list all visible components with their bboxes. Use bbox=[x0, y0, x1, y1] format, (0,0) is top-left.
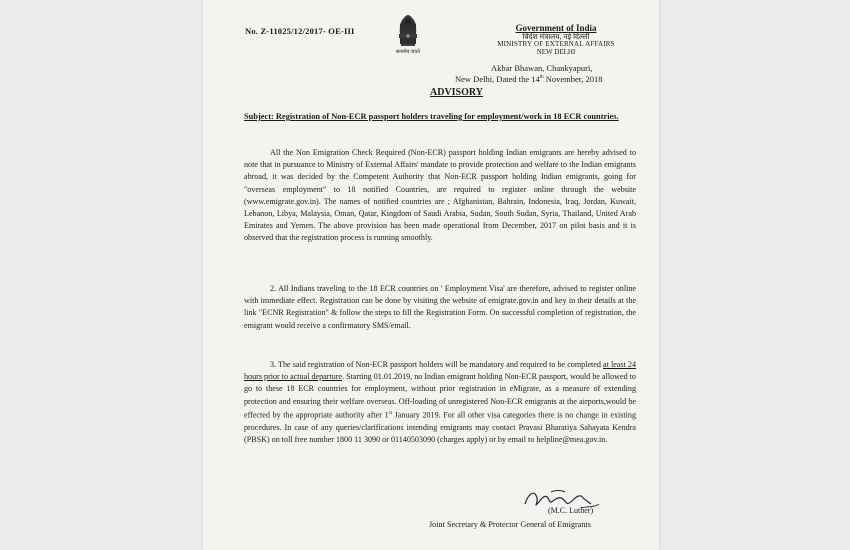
lion-capital-emblem-icon bbox=[395, 14, 421, 48]
signatory-name: (M.C. Luther) bbox=[548, 506, 594, 515]
dated-line: New Delhi, Dated the 14th November, 2018 bbox=[455, 74, 603, 84]
ministry-name: MINISTRY OF EXTERNAL AFFAIRS bbox=[497, 40, 615, 49]
document-title: ADVISORY bbox=[430, 87, 483, 98]
reference-number: No. Z-11025/12/2017- OE-III bbox=[245, 26, 355, 36]
paragraph-1: All the Non Emigration Check Required (Non-ECR) passport holding Indian emigrants are hereby advised to note that in pursuance to Ministry of External Affairs' mandate to provide protection and welfare to the Indian emigrants abroad, it was decided by the Competent Authority that Non-ECR passport holding Indian emigrants, going for "overseas employment" to 18 notified Countries, are required to register online through the website (www.emigrate.gov.in). The names of notified countries are ; Afghanistan, Bahrain, Indonesia, Iraq, Jordan, Kuwait, Lebanon, Libya, Malaysia, Oman, Qatar, Kingdom of Saudi Arabia, Sudan, South Sudan, Syria, Thailand, United Arab Emirates and Yemen. The above provision has been made operational from December, 2017 on pilot basis and it is observed that the registration process is running smoothly. bbox=[244, 148, 636, 243]
emblem-motto: सत्यमेव जयते bbox=[395, 50, 421, 55]
office-address: Akbar Bhawan, Chankyapuri, bbox=[491, 63, 593, 73]
issuing-authority bbox=[481, 24, 631, 56]
government-heading: Government of India bbox=[515, 23, 597, 33]
ministry-city: NEW DELHI bbox=[536, 47, 576, 56]
advisory-document bbox=[203, 0, 659, 550]
paragraph-2: 2. All Indians traveling to the 18 ECR countries on ' Employment Visa' are therefore, advised to register online with immediate effect. Registration can be done by visiting the website of emigrate.gov.in and key in their details at the link "ECNR Registration" & follow the steps to fill the Registration Form. On successful completion of registration, the emigrant would receive a confirmatory SMS/email. bbox=[244, 284, 636, 330]
state-emblem bbox=[386, 14, 430, 55]
hindi-ministry-line: विदेश मंत्रालय, नई दिल्ली bbox=[522, 32, 590, 42]
subject-line: Subject: Registration of Non-ECR passport holders traveling for employment/work in 18 ECR countries. bbox=[244, 112, 619, 121]
paragraph-3: 3. The said registration of Non-ECR passport holders will be mandatory and required to be completed at least 24 hours prior to actual departure. Starting 01.01.2019, no Indian emigrant holding Non-ECR passport, would be allowed to go to these 18 ECR countries for employment, without prior registration in eMigrate, as a measure of extending protection and ensuring their welfare overseas. Off-loading of unregistered Non-ECR emigrants at the airports,would be effected by the appropriate authority after 1st January 2019. For all other visa categories there is no change in existing procedures. In case of any queries/clarifications intending emigrants may contact Pravasi Bharatiya Sahayata Kendra (PBSK) on toll free number 1800 11 3090 or 01140503090 (charges apply) or by email to helpline@mea.gov.in. bbox=[244, 360, 636, 444]
signatory-designation: Joint Secretary & Protector General of Emigrants bbox=[429, 520, 591, 529]
